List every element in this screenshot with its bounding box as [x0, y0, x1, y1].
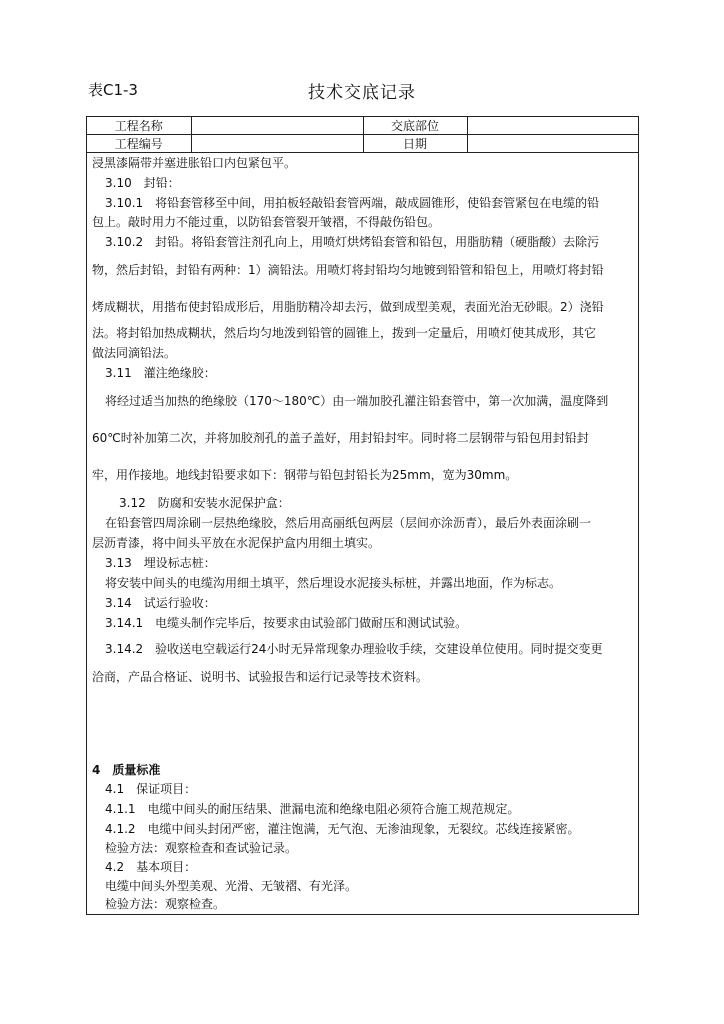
record-frame [86, 116, 639, 915]
body-line: 3.14.1 电缆头制作完毕后，按要求由试验部门做耐压和测试试验。 [105, 616, 468, 630]
project-no-label: 工程编号 [87, 135, 191, 153]
body-line: 包上。敲时用力不能过重，以防铅套管裂开皱褶，不得敲伤铅包。 [92, 215, 441, 229]
body-line: 将安装中间头的电缆沟用细土填平，然后埋设水泥接头标桩，并露出地面，作为标志。 [105, 576, 562, 590]
body-line: 电缆中间头外型美观、光滑、无皱褶、有光泽。 [105, 879, 358, 893]
section-heading: 3.14 试运行验收： [105, 596, 216, 610]
body-line: 在铅套管四周涂刷一层热绝缘胶，然后用高丽纸包两层（层间亦涂沥青），最后外表面涂刷一 [105, 516, 592, 530]
body-line: 法。将封铅加热成糊状，然后均匀地泼到铅管的圆锥上，拨到一定量后，用喷灯使其成形，其它 [92, 326, 597, 340]
page-title: 技术交底记录 [308, 83, 416, 103]
body-line: 3.14.2 验收送电空载运行24小时无异常现象办理验收手续，交建设单位使用。同时提交变更 [105, 642, 603, 656]
form-code: 表C1-3 [88, 81, 138, 99]
body-line: 3.10.1 将铅套管移至中间，用拍板轻敲铅套管两端，敲成圆锥形，使铅套管紧包在电缆的铅 [105, 196, 600, 210]
section-heading: 3.13 埋设标志桩： [105, 556, 216, 570]
section-heading: 3.11 灌注绝缘胶： [105, 366, 216, 380]
body-line: 牢，用作接地。地线封铅要求如下：钢带与铅包封铅长为25mm，宽为30mm。 [92, 468, 518, 482]
body-line: 物，然后封铅，封铅有两种：1）滴铅法。用喷灯将封铅均匀地镀到铅管和铅包上，用喷灯将封铅 [92, 263, 604, 277]
body-line: 洽商，产品合格证、说明书、试验报告和运行记录等技术资料。 [92, 670, 429, 684]
section-heading: 4.2 基本项目： [105, 860, 197, 874]
body-line: 3.10.2 封铅。将铅套管注剂孔向上，用喷灯烘烤铅套管和铅包，用脂肪精（硬脂酸）去除污 [105, 235, 600, 249]
section-heading: 4 质量标准 [92, 763, 161, 777]
info-table [87, 117, 638, 153]
handover-part-value [467, 117, 638, 135]
body-line: 做法同滴铅法。 [92, 346, 177, 360]
body-line: 检验方法：观察检查。 [105, 897, 226, 911]
body-line: 浸黑漆隔带并塞进胀铅口内包紧包平。 [92, 156, 297, 170]
date-value [467, 135, 638, 153]
project-name-label: 工程名称 [87, 117, 191, 135]
date-label: 日期 [363, 135, 467, 153]
body-line: 将经过适当加热的绝缘胶（170～180℃）由一端加胶孔灌注铅套管中，第一次加满，温度降到 [105, 394, 609, 408]
project-no-value [191, 135, 363, 153]
body-line: 4.1.2 电缆中间头封闭严密，灌注饱满，无气泡、无渗油现象，无裂纹。芯线连接紧密。 [105, 822, 580, 836]
handover-part-label: 交底部位 [363, 117, 467, 135]
section-heading: 3.10 封铅： [105, 176, 180, 190]
body-line: 4.1.1 电缆中间头的耐压结果、泄漏电流和绝缘电阻必须符合施工规范规定。 [105, 802, 520, 816]
body-line: 检验方法：观察检查和查试验记录。 [105, 841, 298, 855]
body-line: 烤成糊状，用揩布使封铅成形后，用脂肪精冷却去污，做到成型美观，表面光治无砂眼。2）浇铅 [92, 300, 604, 314]
section-heading: 3.12 防腐和安装水泥保护盒： [119, 496, 290, 510]
body-line: 60℃时补加第二次，并将加胶剂孔的盖子盖好，用封铅封牢。同时将二层钢带与铅包用封铅封 [92, 431, 589, 445]
section-heading: 4.1 保证项目： [105, 782, 197, 796]
body-line: 层沥青漆，将中间头平放在水泥保护盒内用细土填实。 [92, 536, 381, 550]
project-name-value [191, 117, 363, 135]
